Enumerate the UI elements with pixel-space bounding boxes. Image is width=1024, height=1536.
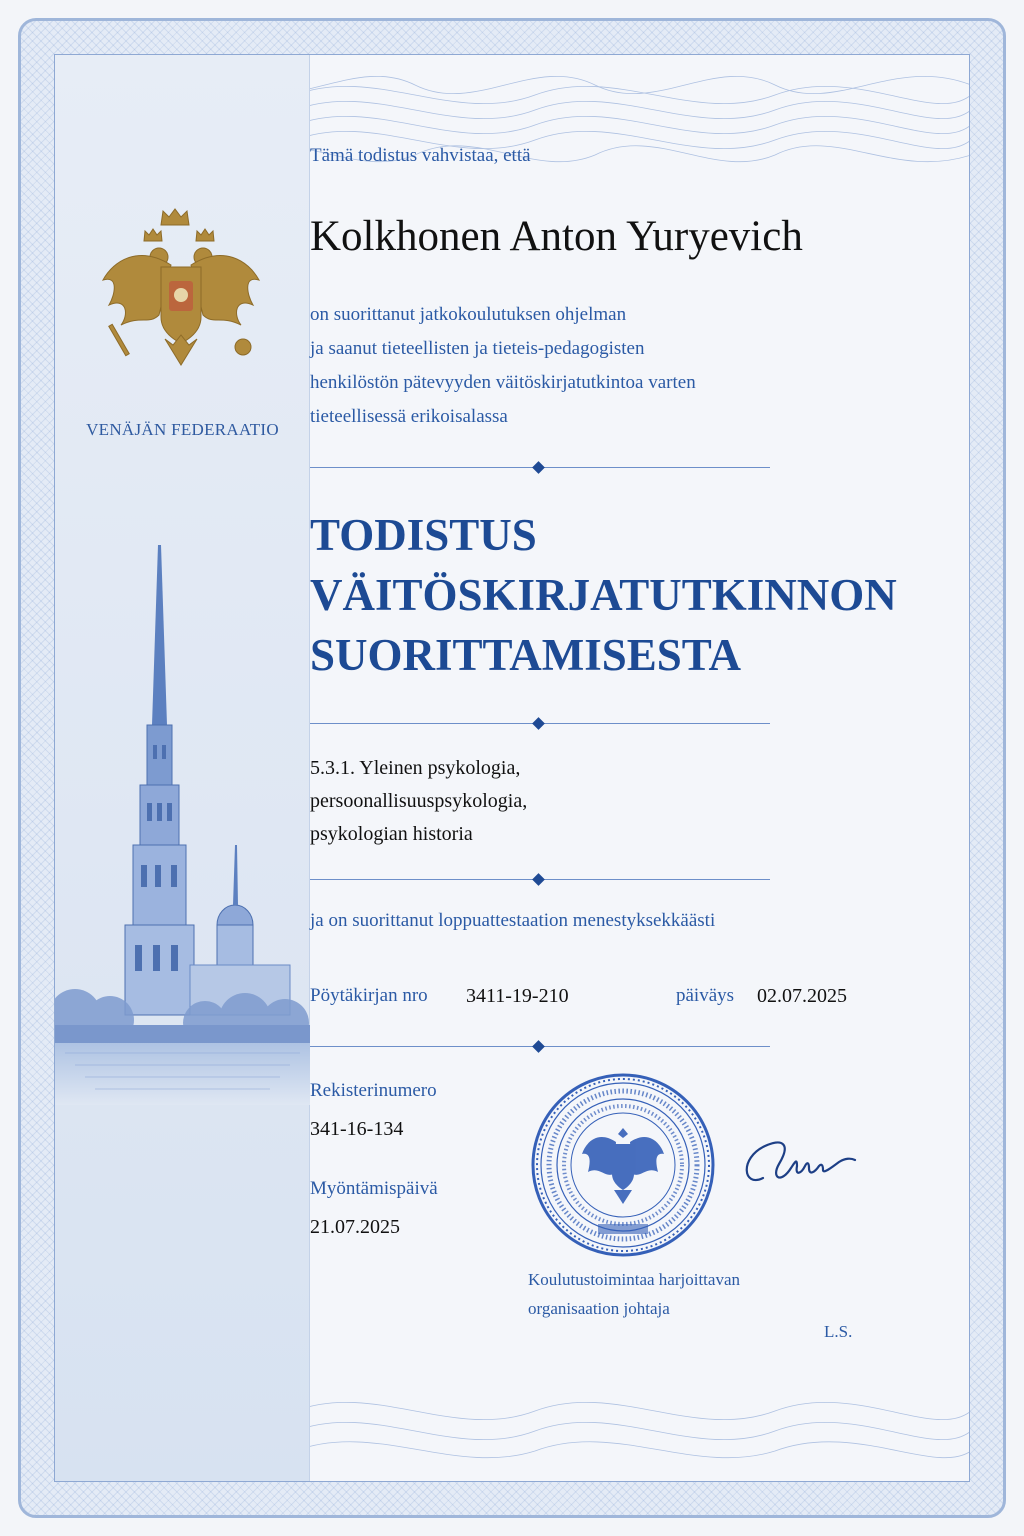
title-line: SUORITTAMISESTA bbox=[310, 630, 741, 680]
issue-date: 21.07.2025 bbox=[310, 1216, 400, 1238]
specialty-line: 5.3.1. Yleinen psykologia, bbox=[310, 757, 521, 779]
title-line: VÄITÖSKIRJATUTKINNON bbox=[310, 570, 897, 620]
protocol-label: Pöytäkirjan nro bbox=[310, 985, 428, 1006]
description-line: henkilöstön pätevyyden väitöskirjatutkintoa varten bbox=[310, 372, 696, 393]
description-text bbox=[310, 298, 870, 434]
title-line: TODISTUS bbox=[310, 510, 537, 560]
diamond-ornament-icon bbox=[532, 1040, 545, 1053]
registration-number: 341-16-134 bbox=[310, 1118, 404, 1140]
registration-label: Rekisterinumero bbox=[310, 1080, 437, 1101]
protocol-date-label: päiväys bbox=[676, 985, 735, 1006]
ls-mark: L.S. bbox=[824, 1322, 853, 1341]
description-line: tieteellisessä erikoisalassa bbox=[310, 406, 508, 427]
specialty-text bbox=[310, 752, 527, 851]
specialty-line: persoonallisuuspsykologia, bbox=[310, 790, 528, 812]
double-headed-eagle-emblem-icon bbox=[99, 205, 263, 375]
specialty-line: psykologian historia bbox=[310, 823, 473, 845]
protocol-date: 02.07.2025 bbox=[757, 985, 847, 1007]
certificate-title bbox=[310, 505, 897, 685]
divider bbox=[310, 1040, 770, 1054]
divider bbox=[310, 461, 770, 475]
country-label: VENÄJÄN FEDERAATIO bbox=[86, 420, 279, 439]
divider bbox=[310, 717, 770, 731]
description-line: ja saanut tieteellisten ja tieteis-pedagogisten bbox=[310, 338, 645, 359]
protocol-number: 3411-19-210 bbox=[466, 985, 569, 1007]
signatory-title-line: Koulutustoimintaa harjoittavan bbox=[528, 1270, 740, 1289]
diamond-ornament-icon bbox=[532, 873, 545, 886]
diamond-ornament-icon bbox=[532, 717, 545, 730]
left-decor-panel bbox=[55, 55, 310, 1482]
completion-text: ja on suorittanut loppuattestaation menestyksekkäästi bbox=[310, 910, 716, 931]
intro-text: Tämä todistus vahvistaa, että bbox=[310, 145, 531, 166]
issue-date-label: Myöntämispäivä bbox=[310, 1178, 438, 1199]
diamond-ornament-icon bbox=[532, 461, 545, 474]
description-line: on suorittanut jatkokoulutuksen ohjelman bbox=[310, 304, 627, 325]
signatory-title bbox=[528, 1265, 740, 1323]
signatory-title-line: organisaation johtaja bbox=[528, 1299, 670, 1318]
recipient-name: Kolkhonen Anton Yuryevich bbox=[310, 213, 803, 260]
divider bbox=[310, 873, 770, 887]
cathedral-illustration bbox=[55, 545, 310, 1105]
signature bbox=[735, 1118, 860, 1198]
official-seal-stamp bbox=[528, 1070, 718, 1260]
